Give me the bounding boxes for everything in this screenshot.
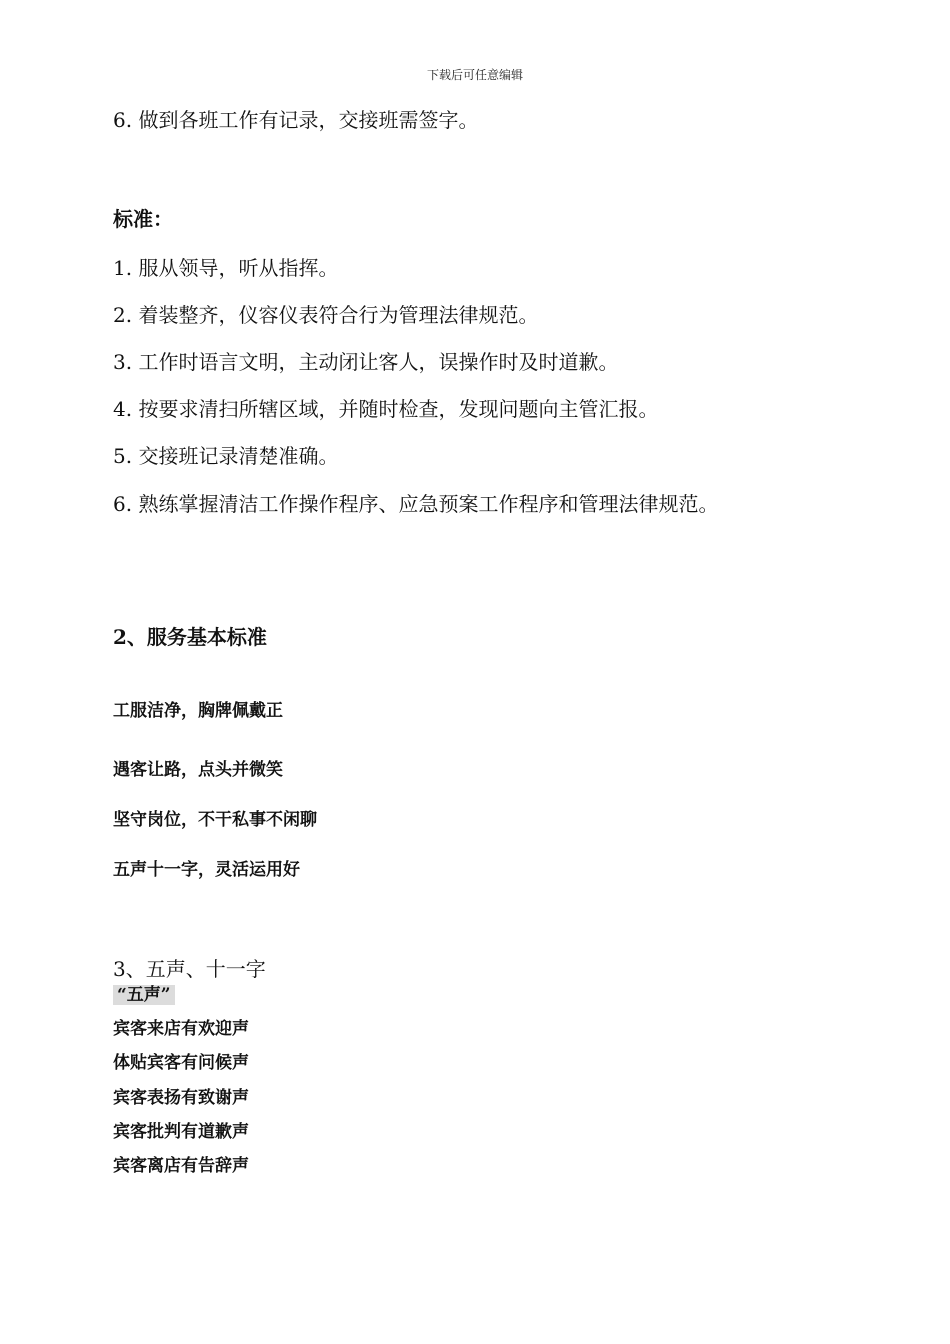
- section-heading: 2、服务基本标准: [113, 625, 267, 649]
- highlighted-subheading: [113, 980, 175, 1005]
- list-item: 工服洁净，胸牌佩戴正: [113, 701, 283, 721]
- list-item: 5. 交接班记录清楚准确。: [113, 444, 339, 468]
- list-item: 体贴宾客有问候声: [113, 1053, 249, 1073]
- list-item: 1. 服从领导，听从指挥。: [113, 256, 339, 280]
- list-item: 宾客来店有欢迎声: [113, 1019, 249, 1039]
- list-item: 6. 做到各班工作有记录，交接班需签字。: [113, 108, 479, 132]
- list-item: 宾客批判有道歉声: [113, 1122, 249, 1142]
- list-item: 宾客离店有告辞声: [113, 1156, 249, 1176]
- subheading-text: “五声”: [113, 985, 175, 1005]
- list-item: 坚守岗位，不干私事不闲聊: [113, 810, 317, 830]
- list-item: 遇客让路，点头并微笑: [113, 760, 283, 780]
- page-header-note: 下载后可任意编辑: [426, 68, 523, 82]
- standards-heading: 标准：: [113, 207, 173, 231]
- list-item: 4. 按要求清扫所辖区域，并随时检查，发现问题向主管汇报。: [113, 397, 659, 421]
- section-heading: 3、五声、十一字: [113, 957, 266, 981]
- list-item: 宾客表扬有致谢声: [113, 1088, 249, 1108]
- list-item: 6. 熟练掌握清洁工作操作程序、应急预案工作程序和管理法律规范。: [113, 492, 719, 516]
- list-item: 3. 工作时语言文明，主动闭让客人，误操作时及时道歉。: [113, 350, 619, 374]
- list-item: 2. 着装整齐，仪容仪表符合行为管理法律规范。: [113, 303, 539, 327]
- list-item: 五声十一字，灵活运用好: [113, 860, 300, 880]
